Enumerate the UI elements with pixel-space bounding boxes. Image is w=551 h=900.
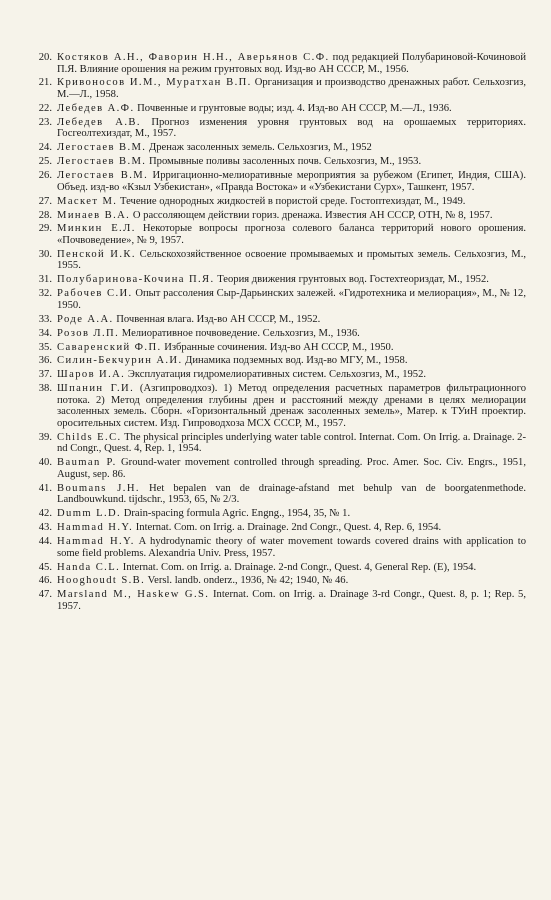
reference-text: Прогноз изменения уровня грунтовых вод на орошаемых территориях. Госгеолтехиздат, М., 1957. <box>57 116 526 140</box>
reference-number: 47. <box>38 589 52 601</box>
reference-author: Легостаев В.М. <box>57 142 147 154</box>
reference-item <box>34 52 526 75</box>
reference-number: 27. <box>38 195 52 207</box>
reference-text: Почвенные и грунтовые воды; изд. 4. Изд-во АН СССР, М.—Л., 1936. <box>134 102 452 114</box>
reference-text: Internat. Com. on Irrig. a. Drainage 3-rd Congr., Quest. 8, p. 1; Rep. 5, 1957. <box>57 589 526 612</box>
reference-text: Течение однородных жидкостей в пористой среде. Гостоптехиздат, М., 1949. <box>117 195 466 207</box>
reference-text: под редакцией Полубариновой-Кочиновой П.Я. Влияние орошения на режим грунтовых вод. Изд-во АН СССР, М., 1956. <box>57 52 526 75</box>
reference-author: Полубаринова-Кочина П.Я. <box>57 274 215 286</box>
reference-number: 34. <box>38 327 52 339</box>
reference-number: 30. <box>38 248 52 260</box>
reference-author: Легостаев В.М. <box>57 170 149 182</box>
reference-author: Лебедев А.Ф. <box>57 102 135 114</box>
reference-number: 32. <box>38 288 52 300</box>
reference-number: 25. <box>38 156 52 168</box>
reference-author: Маскет М. <box>57 195 118 207</box>
reference-text: О рассоляющем действии гориз. дренажа. Известия АН СССР, ОТН, № 8, 1957. <box>130 209 493 221</box>
reference-text: Ground-water movement controlled through spreading. Proc. Amer. Soc. Civ. Engrs., 1951, August, sep. 86. <box>57 457 527 480</box>
reference-author: Минаев В.А. <box>57 209 131 221</box>
reference-text: The physical principles underlying water table control. Internat. Com. On Irrig. a. Drainage. 2-nd Congr., Quest. 4, Rep. 1, 1954. <box>57 431 526 455</box>
reference-number: 45. <box>38 561 52 573</box>
reference-item <box>34 355 526 367</box>
reference-text: Дренаж засоленных земель. Сельхозгиз, М., 1952 <box>146 142 372 154</box>
reference-item <box>34 210 526 222</box>
reference-author: Розов Л.П. <box>57 327 120 339</box>
reference-number: 39. <box>38 431 52 443</box>
reference-item <box>34 457 526 480</box>
reference-text: Почвенная влага. Изд-во АН СССР, М., 1952. <box>113 313 321 325</box>
reference-number: 26. <box>38 170 52 182</box>
reference-item <box>34 314 526 326</box>
reference-item <box>34 170 526 193</box>
reference-author: Dumm L.D. <box>57 508 122 520</box>
reference-number: 38. <box>38 383 52 395</box>
reference-author: Лебедев А.В. <box>57 116 141 128</box>
reference-number: 40. <box>38 457 52 469</box>
reference-author: Hooghoudt S.B. <box>57 575 146 587</box>
reference-item <box>34 142 526 154</box>
reference-item <box>34 274 526 286</box>
reference-text: Versl. landb. onderz., 1936, № 42; 1940, № 46. <box>145 575 349 587</box>
reference-item <box>34 522 526 534</box>
reference-item <box>34 508 526 520</box>
reference-author: Marsland M., Haskew G.S. <box>57 589 210 601</box>
reference-item <box>34 328 526 340</box>
reference-author: Саваренский Ф.П. <box>57 341 162 353</box>
reference-author: Минкин Е.Л. <box>57 223 136 235</box>
reference-number: 23. <box>38 116 52 128</box>
reference-number: 22. <box>38 102 52 114</box>
reference-item <box>34 223 526 246</box>
reference-author: Hammad H.Y. <box>57 536 135 548</box>
reference-text: Мелиоративное почвоведение. Сельхозгиз, М., 1936. <box>119 327 360 339</box>
reference-text: Internat. Com. on Irrig. a. Drainage. 2nd Congr., Quest. 4, Rep. 6, 1954. <box>133 522 442 534</box>
reference-item <box>34 432 526 455</box>
reference-item <box>34 483 526 506</box>
reference-author: Boumans J.H. <box>57 482 140 494</box>
reference-item <box>34 589 526 612</box>
reference-item <box>34 77 526 100</box>
reference-item <box>34 196 526 208</box>
reference-number: 41. <box>38 482 52 494</box>
reference-number: 29. <box>38 223 52 235</box>
reference-number: 36. <box>38 355 52 367</box>
reference-author: Шаров И.А. <box>57 369 126 381</box>
reference-author: Кривоносов И.М., Муратхан В.П. <box>57 77 252 89</box>
reference-text: (Азгипроводхоз). 1) Метод определения расчетных параметров фильтрационного потока. 2) Метод определения глубины дрен и расстояний между дренами в целях мелиорации засоленных земель. Сборн. «Горизонтальный дренаж засоленных земель», Матер. к ТУиН проектир. оросительных систем. Изд. Гипроводхоза МСХ СССР, М., 1957. <box>57 383 526 429</box>
reference-number: 31. <box>38 274 52 286</box>
reference-author: Легостаев В.М. <box>57 156 147 168</box>
reference-text: Некоторые вопросы прогноза солевого баланса территорий нового орошения. «Почвоведение», № 9, 1957. <box>57 223 526 246</box>
reference-item <box>34 288 526 311</box>
reference-text: Динамика подземных вод. Изд-во МГУ, М., 1958. <box>182 355 408 367</box>
reference-item <box>34 117 526 140</box>
reference-text: Het bepalen van de drainage-afstand met behulp van de boorgatenmethode. Landbouwkund. tijdschr., 1953, 65, № 2/3. <box>57 482 526 506</box>
reference-item <box>34 383 526 429</box>
reference-author: Childs E.C. <box>57 431 122 443</box>
reference-text: Промывные поливы засоленных почв. Сельхозгиз, М., 1953. <box>146 156 422 168</box>
reference-author: Handa C.L. <box>57 561 121 573</box>
reference-item <box>34 156 526 168</box>
reference-text: A hydrodynamic theory of water movement towards covered drains with application to some field problems. Alexandria Univ. Press, 1957. <box>57 536 526 559</box>
reference-author: Bauman P. <box>57 457 117 469</box>
reference-number: 24. <box>38 142 52 154</box>
reference-number: 44. <box>38 536 52 548</box>
reference-item <box>34 369 526 381</box>
reference-item <box>34 536 526 559</box>
reference-item <box>34 342 526 354</box>
reference-text: Ирригационно-мелиоративные мероприятия за рубежом (Египет, Индия, США). Объед. изд-во «Кзыл Узбекистан», «Правда Востока» и «Узбекистани Сурх», Ташкент, 1957. <box>57 170 526 193</box>
reference-number: 43. <box>38 522 52 534</box>
reference-text: Избранные сочинения. Изд-во АН СССР, М., 1950. <box>161 341 394 353</box>
reference-author: Шпанин Г.И. <box>57 383 135 395</box>
reference-item <box>34 249 526 272</box>
reference-item <box>34 103 526 115</box>
reference-number: 33. <box>38 313 52 325</box>
reference-number: 35. <box>38 341 52 353</box>
reference-text: Сельскохозяйственное освоение промываемых и промытых земель. Сельхозгиз, М., 1955. <box>57 248 526 272</box>
reference-number: 46. <box>38 575 52 587</box>
reference-text: Организация и производство дренажных работ. Сельхозгиз, М.—Л., 1958. <box>57 77 526 101</box>
reference-number: 21. <box>38 77 52 89</box>
reference-number: 28. <box>38 209 52 221</box>
reference-number: 42. <box>38 508 52 520</box>
reference-author: Роде А.А. <box>57 313 114 325</box>
reference-number: 37. <box>38 369 52 381</box>
reference-number: 20. <box>38 52 52 63</box>
reference-author: Рабочев С.И. <box>57 288 133 300</box>
reference-author: Костяков А.Н., Фаворин Н.Н., Аверьянов С.Ф. <box>57 52 330 63</box>
reference-text: Теория движения грунтовых вод. Гостехтеориздат, М., 1952. <box>214 274 489 286</box>
reference-text: Internat. Com. on Irrig. a. Drainage. 2-nd Congr., Quest. 4, General Rep. (E), 1954. <box>120 561 477 573</box>
reference-text: Эксплуатация гидромелиоративных систем. Сельхозгиз, М., 1952. <box>125 369 427 381</box>
reference-author: Hammad H.Y. <box>57 522 134 534</box>
reference-list <box>34 52 526 615</box>
reference-text: Drain-spacing formula Agric. Engng., 1954, 35, № 1. <box>121 508 351 520</box>
reference-author: Пенской И.К. <box>57 248 136 260</box>
reference-author: Силин-Бекчурин А.И. <box>57 355 183 367</box>
reference-text: Опыт рассоления Сыр-Дарьинских залежей. «Гидротехника и мелиорация», М., № 12, 1950. <box>57 288 527 311</box>
reference-item <box>34 575 526 587</box>
reference-item <box>34 562 526 574</box>
